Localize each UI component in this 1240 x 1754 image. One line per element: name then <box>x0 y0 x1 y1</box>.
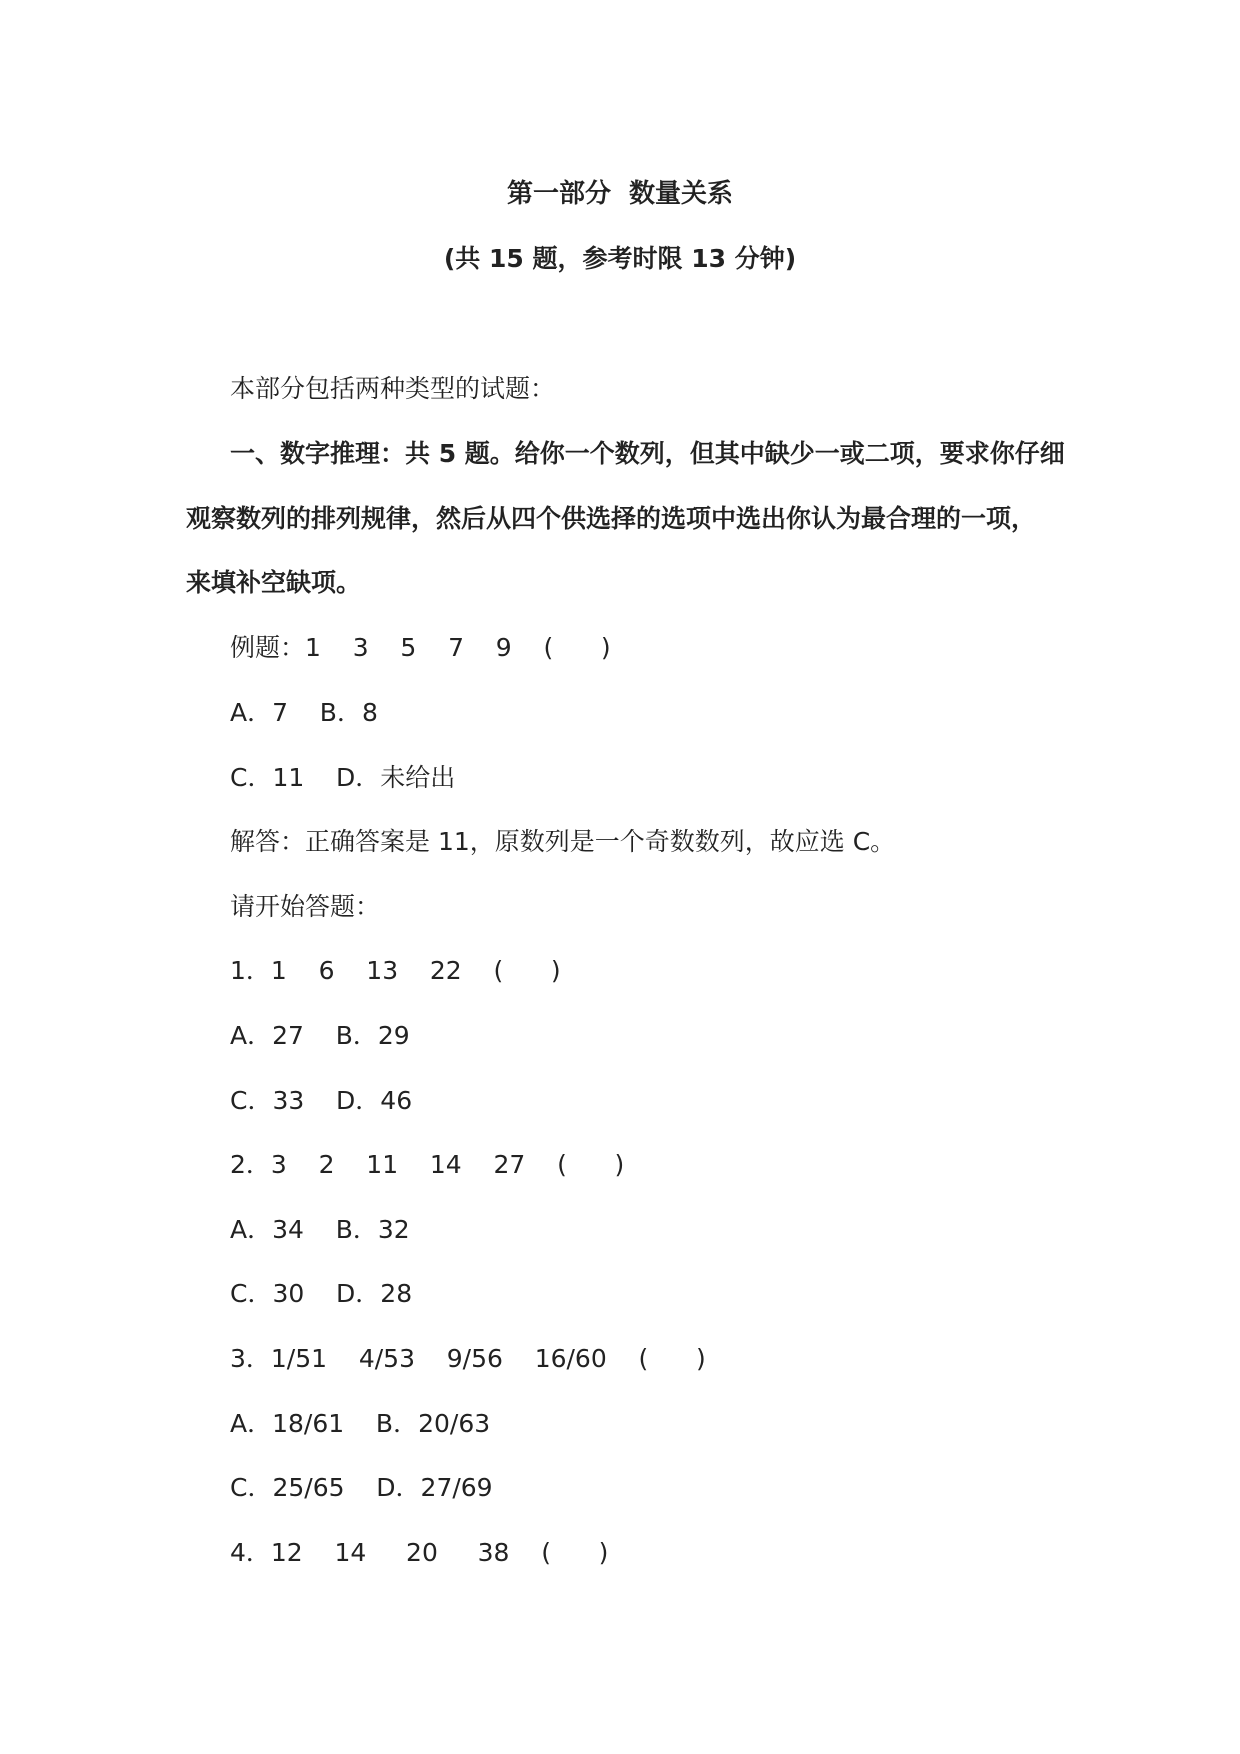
intro-text: 本部分包括两种类型的试题： <box>230 374 556 403</box>
example-answer: 解答：正确答案是 11，原数列是一个奇数数列，故应选 C。 <box>230 827 896 856</box>
example-options-cd: C．11 D．未给出 <box>230 763 456 792</box>
section-heading-line-2: 观察数列的排列规律，然后从四个供选择的选项中选出你认为最合理的一项， <box>186 504 1037 533</box>
start-prompt: 请开始答题： <box>230 892 381 921</box>
question-1-options-ab: A．27 B．29 <box>230 1021 410 1050</box>
question-2-options-cd: C．30 D．28 <box>230 1279 413 1308</box>
section-heading-line-3: 来填补空缺项。 <box>186 568 362 597</box>
page-subtitle: (共 15 题，参考时限 13 分钟) <box>443 244 797 273</box>
question-2: 2．3 2 11 14 27 ( ) <box>230 1150 625 1179</box>
question-3: 3．1/51 4/53 9/56 16/60 ( ) <box>230 1344 706 1373</box>
question-2-options-ab: A．34 B．32 <box>230 1215 410 1244</box>
section-heading-line-1: 一、数字推理：共 5 题。给你一个数列，但其中缺少一或二项，要求你仔细 <box>230 439 1065 468</box>
example-options-ab: A．7 B．8 <box>230 698 378 727</box>
question-4: 4．12 14 20 38 ( ) <box>230 1538 609 1567</box>
question-3-options-cd: C．25/65 D．27/69 <box>230 1473 493 1502</box>
example-question: 例题：1 3 5 7 9 ( ) <box>230 633 611 662</box>
question-1-options-cd: C．33 D．46 <box>230 1086 413 1115</box>
page-title: 第一部分 数量关系 <box>506 179 734 209</box>
question-3-options-ab: A．18/61 B．20/63 <box>230 1409 491 1438</box>
question-1: 1．1 6 13 22 ( ) <box>230 956 561 985</box>
